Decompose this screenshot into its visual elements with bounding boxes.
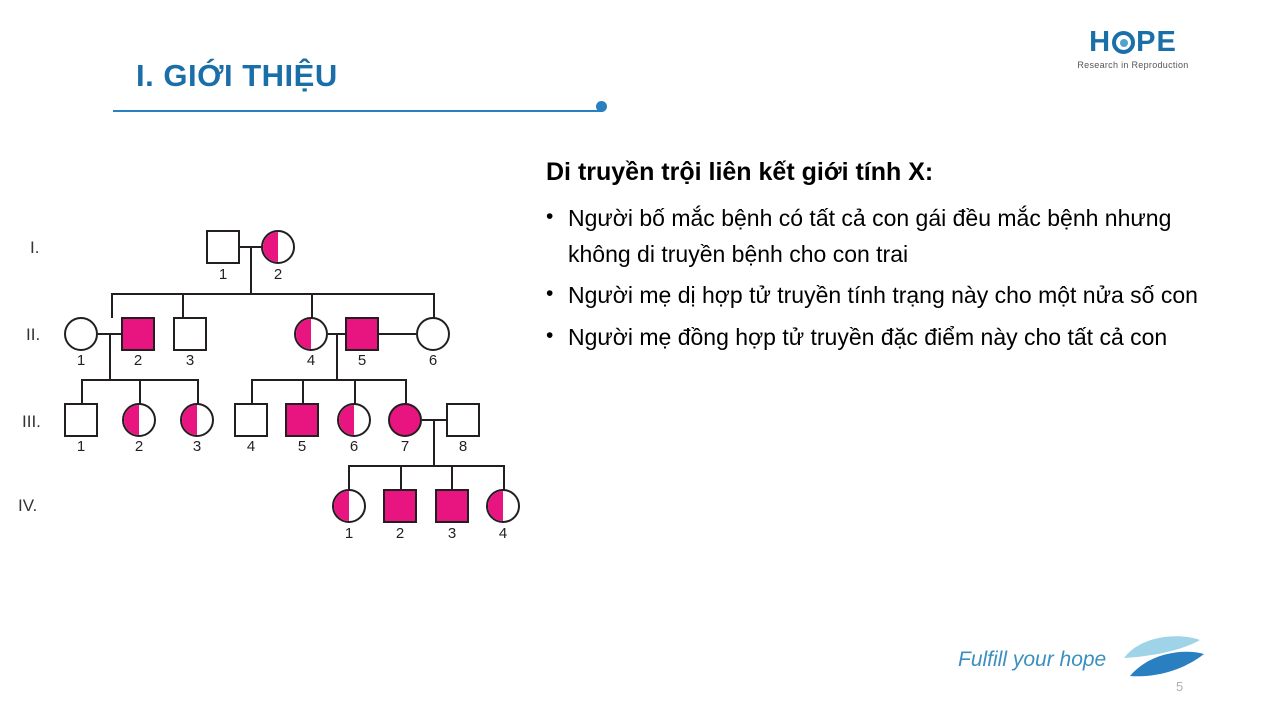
pedigree-id-iv-1: 1 (344, 525, 354, 542)
descent-line (109, 334, 111, 380)
pedigree-id-ii-2: 2 (133, 352, 143, 369)
sibship-drop (348, 465, 350, 490)
pedigree-chart (0, 200, 560, 580)
title-underline-dot (596, 101, 607, 112)
pedigree-id-iii-4: 4 (246, 438, 256, 455)
sibship-drop (302, 379, 304, 404)
bullet-marker-icon: • (546, 205, 554, 228)
sibship-drop (311, 293, 313, 318)
pedigree-id-i-1: 1 (218, 266, 228, 283)
pedigree-id-ii-4: 4 (306, 352, 316, 369)
pedigree-id-iii-1: 1 (76, 438, 86, 455)
pedigree-id-iii-3: 3 (192, 438, 202, 455)
pedigree-symbol-iv-3 (435, 489, 469, 523)
content-heading: Di truyền trội liên kết giới tính X: (546, 158, 934, 186)
pedigree-symbol-i-2 (261, 230, 295, 264)
sibship-drop (354, 379, 356, 404)
pedigree-symbol-ii-4 (294, 317, 328, 351)
pedigree-symbol-ii-5 (345, 317, 379, 351)
sibship-drop (503, 465, 505, 490)
pedigree-id-ii-1: 1 (76, 352, 86, 369)
pedigree-symbol-iii-4 (234, 403, 268, 437)
pedigree-symbol-iii-3 (180, 403, 214, 437)
page-title: I. GIỚI THIỆU (136, 58, 338, 93)
pedigree-symbol-iii-1 (64, 403, 98, 437)
logo-letter-p: P (1136, 26, 1157, 58)
pedigree-symbol-iii-8 (446, 403, 480, 437)
logo-tagline: Research in Reproduction (1077, 60, 1189, 70)
bullet-marker-icon: • (546, 282, 554, 306)
list-item (546, 278, 1246, 314)
sibship-drop (111, 293, 113, 318)
sibship-drop (405, 379, 407, 404)
logo-wordmark (1058, 28, 1208, 57)
logo-letter-h: H (1089, 26, 1112, 58)
bullet-text: Người mẹ dị hợp tử truyền tính trạng này cho một nửa số con (568, 282, 1198, 309)
logo-letter-e: E (1156, 26, 1177, 58)
list-item (546, 320, 1246, 356)
sibship-drop (451, 465, 453, 490)
pedigree-symbol-ii-3 (173, 317, 207, 351)
pedigree-symbol-iv-1 (332, 489, 366, 523)
bullet-text: Người mẹ đồng hợp tử truyền đặc điểm này cho tất cả con (568, 323, 1168, 350)
pedigree-id-ii-6: 6 (428, 352, 438, 369)
descent-line (336, 334, 338, 380)
descent-line (433, 420, 435, 466)
bullet-marker-icon: • (546, 323, 554, 347)
pedigree-id-iv-2: 2 (395, 525, 405, 542)
pedigree-symbol-iii-2 (122, 403, 156, 437)
generation-label-iv: IV. (18, 496, 38, 515)
pedigree-id-ii-5: 5 (357, 352, 367, 369)
descent-line (250, 247, 252, 294)
page-number: 5 (1176, 679, 1184, 694)
content-text-column (546, 158, 1246, 362)
pedigree-symbol-iii-6 (337, 403, 371, 437)
pedigree-id-i-2: 2 (273, 266, 283, 283)
generation-label-ii: II. (26, 325, 41, 344)
pedigree-id-iv-3: 3 (447, 525, 457, 542)
sibship-drop (81, 379, 83, 404)
sibship-line (111, 293, 433, 295)
pedigree-symbol-ii-2 (121, 317, 155, 351)
sibship-line (348, 465, 503, 467)
sibship-drop (182, 293, 184, 318)
mating-line (379, 333, 416, 335)
pedigree-id-iii-2: 2 (134, 438, 144, 455)
bullet-text: Người bố mắc bệnh có tất cả con gái đều mắc bệnh nhưng không di truyền bệnh cho con trai (568, 205, 1172, 267)
title-underline (113, 110, 603, 112)
sibship-drop (197, 379, 199, 404)
generation-label-iii: III. (22, 412, 41, 431)
pedigree-symbol-iv-4 (486, 489, 520, 523)
sibship-line (251, 379, 405, 381)
pedigree-id-iii-5: 5 (297, 438, 307, 455)
pedigree-symbol-ii-6 (416, 317, 450, 351)
sibship-drop (433, 293, 435, 318)
pedigree-symbol-iii-5 (285, 403, 319, 437)
logo-eye-icon (1112, 31, 1135, 54)
footer-wave-icon (1120, 630, 1206, 690)
pedigree-id-iii-8: 8 (458, 438, 468, 455)
sibship-drop (400, 465, 402, 490)
pedigree-id-ii-3: 3 (185, 352, 195, 369)
generation-label-i: I. (30, 238, 40, 257)
pedigree-id-iii-7: 7 (400, 438, 410, 455)
hope-logo (1058, 28, 1208, 70)
pedigree-symbol-ii-1 (64, 317, 98, 351)
sibship-drop (251, 379, 253, 404)
pedigree-symbol-iv-2 (383, 489, 417, 523)
footer-tagline: Fulfill your hope (958, 648, 1107, 671)
pedigree-id-iii-6: 6 (349, 438, 359, 455)
sibship-drop (139, 379, 141, 404)
pedigree-symbol-i-1 (206, 230, 240, 264)
list-item (546, 201, 1246, 272)
pedigree-symbol-iii-7 (388, 403, 422, 437)
pedigree-id-iv-4: 4 (498, 525, 508, 542)
